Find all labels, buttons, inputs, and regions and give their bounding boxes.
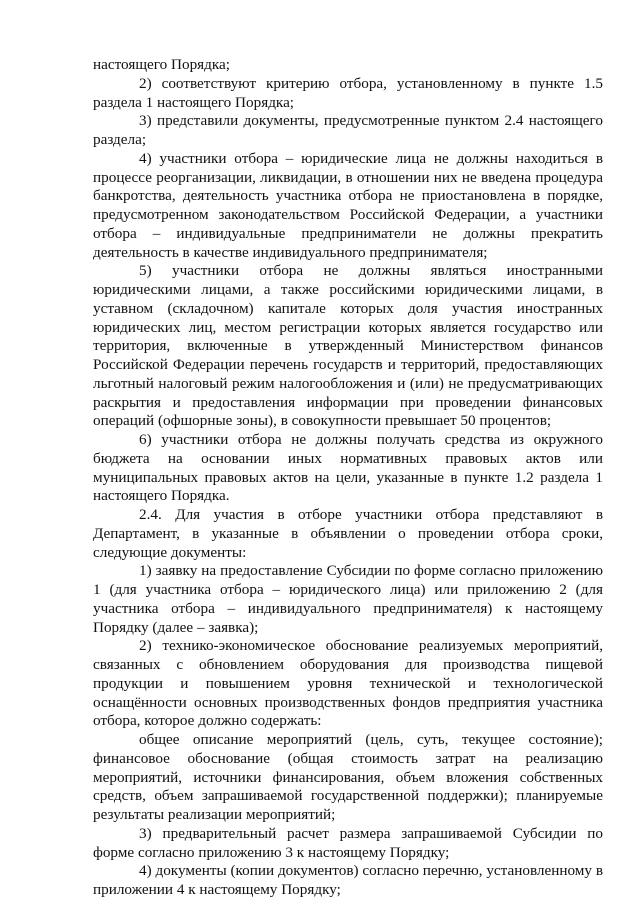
paragraph-item-6: 6) участники отбора не должны получать средства из окружного бюджета на основании иных нормативных правовых актов или муниципальных правовых актов на цели, указанные в пункте 1.2 раздела 1 настоящего Порядка. xyxy=(93,431,603,505)
paragraph-doc-3: 3) предварительный расчет размера запрашиваемой Субсидии по форме согласно приложению 3 к настоящему Порядку; xyxy=(93,824,603,861)
paragraph-item-2: 2) соответствуют критерию отбора, установленному в пункте 1.5 раздела 1 настоящего Порядка; xyxy=(93,74,603,111)
paragraph-item-5: 5) участники отбора не должны являться иностранными юридическими лицами, а также российскими юридическими лицами, в уставном (складочном) капитале которых доля участия иностранных юридических лиц, местом регистрации которых является государство или территория, включенные в утвержденный Министерством финансов Российской Федерации перечень государств и территорий, предоставляющих льготный налоговый режим налогообложения и (или) не предусматривающих раскрытия и предоставления информации при проведении финансовых операций (офшорные зоны), в совокупности превышает 50 процентов; xyxy=(93,262,603,430)
paragraph-item-3: 3) представили документы, предусмотренные пунктом 2.4 настоящего раздела; xyxy=(93,112,603,148)
paragraph-doc-2: 2) технико-экономическое обоснование реализуемых мероприятий, связанных с обновлением оборудования для производства пищевой продукции и повышением уровня технической и технологической оснащённости основных производственных фондов предприятия участника отбора, которое должно содержать: xyxy=(93,637,603,730)
paragraph-doc-4: 4) документы (копии документов) согласно перечню, установленному в приложении 4 к настоящему Порядку; xyxy=(93,862,603,898)
document-page xyxy=(93,56,603,900)
paragraph-section-2-4: 2.4. Для участия в отборе участники отбора представляют в Департамент, в указанные в объявлении о проведении отбора сроки, следующие документы: xyxy=(93,506,603,561)
paragraph-item-4: 4) участники отбора – юридические лица не должны находиться в процессе реорганизации, ликвидации, в отношении них не введена процедура банкротства, деятельность участника отбора не приостановлена в порядке, предусмотренном законодательством Российской Федерации, а участники отбора – индивидуальные предприниматели не должны прекратить деятельность в качестве индивидуального предпринимателя; xyxy=(93,149,603,261)
paragraph-doc-2-contents: общее описание мероприятий (цель, суть, текущее состояние); финансовое обоснование (общая стоимость затрат на реализацию мероприятий, источники финансирования, объем вложения собственных средств, объем запрашиваемой государственной поддержки); планируемые результаты реализации мероприятий; xyxy=(93,731,603,823)
paragraph-doc-1: 1) заявку на предоставление Субсидии по форме согласно приложению 1 (для участника отбора – юридического лица) или приложению 2 (для участника отбора – индивидуального предпринимателя) к настоящему Порядку (далее – заявка); xyxy=(93,562,603,636)
paragraph-continuation: настоящего Порядка; xyxy=(93,56,230,73)
